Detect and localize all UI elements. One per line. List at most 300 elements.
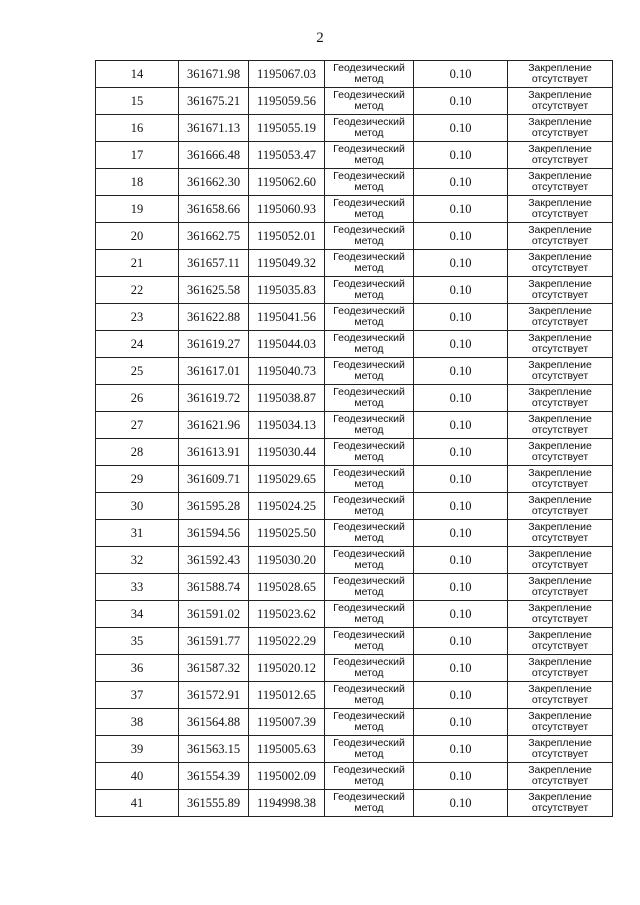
fixation-cell — [508, 385, 613, 412]
x-coordinate-cell: 361595.28 — [179, 493, 249, 520]
method-line-2: метод — [354, 370, 384, 382]
table-row — [96, 331, 613, 358]
fixation-line-1: Закрепление — [528, 683, 592, 695]
point-number-cell: 15 — [96, 88, 179, 115]
method-line-2: метод — [354, 397, 384, 409]
fixation-line-2: отсутствует — [531, 532, 589, 544]
table-row — [96, 412, 613, 439]
accuracy-cell: 0.10 — [414, 412, 508, 439]
table-row — [96, 169, 613, 196]
fixation-line-2: отсутствует — [531, 154, 589, 166]
point-number-cell: 17 — [96, 142, 179, 169]
method-line-1: Геодезический — [333, 197, 405, 209]
accuracy-cell: 0.10 — [414, 115, 508, 142]
fixation-line-1: Закрепление — [528, 170, 592, 182]
method-line-2: метод — [354, 343, 384, 355]
point-number-cell: 38 — [96, 709, 179, 736]
point-number-cell: 34 — [96, 601, 179, 628]
fixation-line-1: Закрепление — [528, 143, 592, 155]
accuracy-cell: 0.10 — [414, 250, 508, 277]
accuracy-cell: 0.10 — [414, 61, 508, 88]
fixation-line-1: Закрепление — [528, 251, 592, 263]
point-number-cell: 19 — [96, 196, 179, 223]
table-row — [96, 628, 613, 655]
accuracy-cell: 0.10 — [414, 358, 508, 385]
y-coordinate-cell: 1195059.56 — [249, 88, 325, 115]
fixation-line-1: Закрепление — [528, 332, 592, 344]
accuracy-cell: 0.10 — [414, 169, 508, 196]
fixation-line-1: Закрепление — [528, 197, 592, 209]
accuracy-cell: 0.10 — [414, 601, 508, 628]
method-line-1: Геодезический — [333, 413, 405, 425]
fixation-line-1: Закрепление — [528, 521, 592, 533]
fixation-line-2: отсутствует — [531, 208, 589, 220]
fixation-line-2: отсутствует — [531, 748, 589, 760]
point-number-cell: 33 — [96, 574, 179, 601]
point-number-cell: 37 — [96, 682, 179, 709]
y-coordinate-cell: 1195053.47 — [249, 142, 325, 169]
fixation-cell — [508, 250, 613, 277]
method-line-2: метод — [354, 532, 384, 544]
y-coordinate-cell: 1195002.09 — [249, 763, 325, 790]
accuracy-cell: 0.10 — [414, 304, 508, 331]
point-number-cell: 30 — [96, 493, 179, 520]
x-coordinate-cell: 361564.88 — [179, 709, 249, 736]
fixation-cell — [508, 304, 613, 331]
fixation-line-2: отсутствует — [531, 478, 589, 490]
x-coordinate-cell: 361662.75 — [179, 223, 249, 250]
fixation-cell — [508, 520, 613, 547]
method-cell — [325, 763, 414, 790]
method-cell — [325, 358, 414, 385]
method-line-2: метод — [354, 694, 384, 706]
method-cell — [325, 574, 414, 601]
table-row — [96, 520, 613, 547]
method-cell — [325, 304, 414, 331]
fixation-line-1: Закрепление — [528, 575, 592, 587]
method-line-1: Геодезический — [333, 602, 405, 614]
point-number-cell: 31 — [96, 520, 179, 547]
x-coordinate-cell: 361609.71 — [179, 466, 249, 493]
y-coordinate-cell: 1195062.60 — [249, 169, 325, 196]
x-coordinate-cell: 361591.02 — [179, 601, 249, 628]
x-coordinate-cell: 361555.89 — [179, 790, 249, 817]
fixation-cell — [508, 628, 613, 655]
fixation-line-2: отсутствует — [531, 262, 589, 274]
x-coordinate-cell: 361563.15 — [179, 736, 249, 763]
method-line-1: Геодезический — [333, 521, 405, 533]
fixation-line-1: Закрепление — [528, 764, 592, 776]
x-coordinate-cell: 361588.74 — [179, 574, 249, 601]
method-line-2: метод — [354, 154, 384, 166]
table-row — [96, 304, 613, 331]
accuracy-cell: 0.10 — [414, 763, 508, 790]
method-cell — [325, 142, 414, 169]
fixation-cell — [508, 88, 613, 115]
accuracy-cell: 0.10 — [414, 88, 508, 115]
method-line-2: метод — [354, 478, 384, 490]
method-line-2: метод — [354, 721, 384, 733]
method-line-1: Геодезический — [333, 737, 405, 749]
y-coordinate-cell: 1195024.25 — [249, 493, 325, 520]
table-row — [96, 466, 613, 493]
method-line-1: Геодезический — [333, 494, 405, 506]
y-coordinate-cell: 1195022.29 — [249, 628, 325, 655]
method-cell — [325, 493, 414, 520]
accuracy-cell: 0.10 — [414, 682, 508, 709]
table-row — [96, 196, 613, 223]
x-coordinate-cell: 361662.30 — [179, 169, 249, 196]
method-line-2: метод — [354, 424, 384, 436]
fixation-cell — [508, 574, 613, 601]
fixation-cell — [508, 736, 613, 763]
point-number-cell: 32 — [96, 547, 179, 574]
fixation-line-1: Закрепление — [528, 602, 592, 614]
method-line-2: метод — [354, 559, 384, 571]
accuracy-cell: 0.10 — [414, 709, 508, 736]
fixation-line-2: отсутствует — [531, 343, 589, 355]
fixation-line-1: Закрепление — [528, 440, 592, 452]
y-coordinate-cell: 1195035.83 — [249, 277, 325, 304]
point-number-cell: 40 — [96, 763, 179, 790]
method-line-1: Геодезический — [333, 143, 405, 155]
fixation-cell — [508, 331, 613, 358]
table-row — [96, 601, 613, 628]
x-coordinate-cell: 361671.98 — [179, 61, 249, 88]
accuracy-cell: 0.10 — [414, 277, 508, 304]
x-coordinate-cell: 361587.32 — [179, 655, 249, 682]
method-cell — [325, 250, 414, 277]
y-coordinate-cell: 1195030.20 — [249, 547, 325, 574]
fixation-line-2: отсутствует — [531, 694, 589, 706]
fixation-cell — [508, 358, 613, 385]
method-line-2: метод — [354, 181, 384, 193]
point-number-cell: 24 — [96, 331, 179, 358]
x-coordinate-cell: 361591.77 — [179, 628, 249, 655]
method-line-1: Геодезический — [333, 170, 405, 182]
method-line-2: метод — [354, 451, 384, 463]
x-coordinate-cell: 361619.27 — [179, 331, 249, 358]
coordinates-table — [95, 60, 613, 817]
table-row — [96, 142, 613, 169]
fixation-line-2: отсутствует — [531, 289, 589, 301]
fixation-line-2: отсутствует — [531, 235, 589, 247]
y-coordinate-cell: 1195040.73 — [249, 358, 325, 385]
y-coordinate-cell: 1195055.19 — [249, 115, 325, 142]
table-row — [96, 655, 613, 682]
method-line-1: Геодезический — [333, 224, 405, 236]
fixation-line-2: отсутствует — [531, 586, 589, 598]
method-cell — [325, 277, 414, 304]
point-number-cell: 25 — [96, 358, 179, 385]
method-cell — [325, 466, 414, 493]
method-line-1: Геодезический — [333, 710, 405, 722]
method-line-1: Геодезический — [333, 656, 405, 668]
table-row — [96, 790, 613, 817]
table-row — [96, 439, 613, 466]
accuracy-cell: 0.10 — [414, 493, 508, 520]
x-coordinate-cell: 361666.48 — [179, 142, 249, 169]
y-coordinate-cell: 1195025.50 — [249, 520, 325, 547]
method-cell — [325, 331, 414, 358]
method-line-2: метод — [354, 235, 384, 247]
y-coordinate-cell: 1195028.65 — [249, 574, 325, 601]
point-number-cell: 26 — [96, 385, 179, 412]
fixation-line-2: отсутствует — [531, 127, 589, 139]
method-line-1: Геодезический — [333, 251, 405, 263]
fixation-line-1: Закрепление — [528, 62, 592, 74]
y-coordinate-cell: 1195041.56 — [249, 304, 325, 331]
fixation-line-1: Закрепление — [528, 467, 592, 479]
fixation-cell — [508, 682, 613, 709]
fixation-line-1: Закрепление — [528, 224, 592, 236]
y-coordinate-cell: 1195030.44 — [249, 439, 325, 466]
x-coordinate-cell: 361657.11 — [179, 250, 249, 277]
method-line-1: Геодезический — [333, 548, 405, 560]
y-coordinate-cell: 1195052.01 — [249, 223, 325, 250]
method-cell — [325, 628, 414, 655]
fixation-cell — [508, 412, 613, 439]
method-line-1: Геодезический — [333, 575, 405, 587]
method-line-1: Геодезический — [333, 305, 405, 317]
fixation-line-2: отсутствует — [531, 505, 589, 517]
method-line-1: Геодезический — [333, 791, 405, 803]
fixation-cell — [508, 196, 613, 223]
y-coordinate-cell: 1195044.03 — [249, 331, 325, 358]
method-line-1: Геодезический — [333, 359, 405, 371]
point-number-cell: 16 — [96, 115, 179, 142]
accuracy-cell: 0.10 — [414, 628, 508, 655]
x-coordinate-cell: 361675.21 — [179, 88, 249, 115]
table-row — [96, 250, 613, 277]
x-coordinate-cell: 361554.39 — [179, 763, 249, 790]
fixation-cell — [508, 763, 613, 790]
fixation-line-2: отсутствует — [531, 559, 589, 571]
fixation-line-1: Закрепление — [528, 710, 592, 722]
y-coordinate-cell: 1195034.13 — [249, 412, 325, 439]
table-row — [96, 574, 613, 601]
fixation-cell — [508, 115, 613, 142]
method-line-2: метод — [354, 505, 384, 517]
fixation-line-2: отсутствует — [531, 667, 589, 679]
fixation-line-1: Закрепление — [528, 116, 592, 128]
y-coordinate-cell: 1195038.87 — [249, 385, 325, 412]
page-number: 2 — [316, 30, 324, 46]
fixation-line-2: отсутствует — [531, 640, 589, 652]
fixation-line-1: Закрепление — [528, 548, 592, 560]
fixation-line-1: Закрепление — [528, 494, 592, 506]
fixation-line-2: отсутствует — [531, 424, 589, 436]
method-cell — [325, 655, 414, 682]
fixation-line-1: Закрепление — [528, 89, 592, 101]
fixation-cell — [508, 169, 613, 196]
fixation-line-1: Закрепление — [528, 386, 592, 398]
method-line-2: метод — [354, 262, 384, 274]
table-row — [96, 763, 613, 790]
method-line-2: метод — [354, 127, 384, 139]
fixation-line-2: отсутствует — [531, 451, 589, 463]
point-number-cell: 14 — [96, 61, 179, 88]
method-line-1: Геодезический — [333, 278, 405, 290]
table-row — [96, 115, 613, 142]
method-line-2: метод — [354, 100, 384, 112]
y-coordinate-cell: 1194998.38 — [249, 790, 325, 817]
accuracy-cell: 0.10 — [414, 466, 508, 493]
method-cell — [325, 547, 414, 574]
point-number-cell: 23 — [96, 304, 179, 331]
fixation-line-1: Закрепление — [528, 413, 592, 425]
x-coordinate-cell: 361572.91 — [179, 682, 249, 709]
accuracy-cell: 0.10 — [414, 574, 508, 601]
fixation-line-2: отсутствует — [531, 397, 589, 409]
method-cell — [325, 790, 414, 817]
method-line-2: метод — [354, 73, 384, 85]
fixation-cell — [508, 493, 613, 520]
method-line-2: метод — [354, 640, 384, 652]
accuracy-cell: 0.10 — [414, 331, 508, 358]
table-row — [96, 682, 613, 709]
fixation-line-1: Закрепление — [528, 305, 592, 317]
method-line-1: Геодезический — [333, 683, 405, 695]
fixation-cell — [508, 790, 613, 817]
accuracy-cell: 0.10 — [414, 655, 508, 682]
point-number-cell: 35 — [96, 628, 179, 655]
table-body — [96, 61, 613, 817]
point-number-cell: 36 — [96, 655, 179, 682]
y-coordinate-cell: 1195060.93 — [249, 196, 325, 223]
point-number-cell: 39 — [96, 736, 179, 763]
method-line-2: метод — [354, 208, 384, 220]
y-coordinate-cell: 1195067.03 — [249, 61, 325, 88]
accuracy-cell: 0.10 — [414, 547, 508, 574]
fixation-cell — [508, 655, 613, 682]
point-number-cell: 22 — [96, 277, 179, 304]
fixation-cell — [508, 142, 613, 169]
accuracy-cell: 0.10 — [414, 736, 508, 763]
accuracy-cell: 0.10 — [414, 385, 508, 412]
method-cell — [325, 61, 414, 88]
point-number-cell: 29 — [96, 466, 179, 493]
fixation-line-2: отсутствует — [531, 100, 589, 112]
method-cell — [325, 601, 414, 628]
fixation-cell — [508, 439, 613, 466]
method-cell — [325, 115, 414, 142]
fixation-line-2: отсутствует — [531, 370, 589, 382]
method-cell — [325, 412, 414, 439]
method-line-1: Геодезический — [333, 116, 405, 128]
point-number-cell: 27 — [96, 412, 179, 439]
method-cell — [325, 223, 414, 250]
point-number-cell: 28 — [96, 439, 179, 466]
method-cell — [325, 520, 414, 547]
table-row — [96, 358, 613, 385]
fixation-cell — [508, 61, 613, 88]
method-line-1: Геодезический — [333, 629, 405, 641]
y-coordinate-cell: 1195049.32 — [249, 250, 325, 277]
x-coordinate-cell: 361617.01 — [179, 358, 249, 385]
x-coordinate-cell: 361619.72 — [179, 385, 249, 412]
y-coordinate-cell: 1195012.65 — [249, 682, 325, 709]
method-cell — [325, 385, 414, 412]
method-cell — [325, 439, 414, 466]
method-line-2: метод — [354, 289, 384, 301]
point-number-cell: 18 — [96, 169, 179, 196]
fixation-cell — [508, 547, 613, 574]
method-line-1: Геодезический — [333, 89, 405, 101]
accuracy-cell: 0.10 — [414, 196, 508, 223]
y-coordinate-cell: 1195005.63 — [249, 736, 325, 763]
point-number-cell: 20 — [96, 223, 179, 250]
y-coordinate-cell: 1195023.62 — [249, 601, 325, 628]
x-coordinate-cell: 361592.43 — [179, 547, 249, 574]
method-line-1: Геодезический — [333, 764, 405, 776]
fixation-cell — [508, 223, 613, 250]
table-row — [96, 493, 613, 520]
x-coordinate-cell: 361594.56 — [179, 520, 249, 547]
fixation-cell — [508, 709, 613, 736]
fixation-line-2: отсутствует — [531, 73, 589, 85]
fixation-line-1: Закрепление — [528, 278, 592, 290]
accuracy-cell: 0.10 — [414, 223, 508, 250]
method-line-1: Геодезический — [333, 467, 405, 479]
method-line-2: метод — [354, 586, 384, 598]
method-cell — [325, 682, 414, 709]
fixation-line-2: отсутствует — [531, 775, 589, 787]
table-row — [96, 385, 613, 412]
y-coordinate-cell: 1195020.12 — [249, 655, 325, 682]
method-cell — [325, 709, 414, 736]
method-cell — [325, 736, 414, 763]
method-line-1: Геодезический — [333, 386, 405, 398]
method-cell — [325, 169, 414, 196]
method-cell — [325, 196, 414, 223]
x-coordinate-cell: 361622.88 — [179, 304, 249, 331]
fixation-line-2: отсутствует — [531, 802, 589, 814]
accuracy-cell: 0.10 — [414, 520, 508, 547]
accuracy-cell: 0.10 — [414, 439, 508, 466]
fixation-line-2: отсутствует — [531, 181, 589, 193]
method-line-2: метод — [354, 613, 384, 625]
x-coordinate-cell: 361621.96 — [179, 412, 249, 439]
method-line-1: Геодезический — [333, 440, 405, 452]
fixation-cell — [508, 277, 613, 304]
method-line-2: метод — [354, 316, 384, 328]
accuracy-cell: 0.10 — [414, 790, 508, 817]
method-line-2: метод — [354, 775, 384, 787]
point-number-cell: 21 — [96, 250, 179, 277]
fixation-line-1: Закрепление — [528, 791, 592, 803]
point-number-cell: 41 — [96, 790, 179, 817]
table-row — [96, 88, 613, 115]
fixation-line-1: Закрепление — [528, 359, 592, 371]
x-coordinate-cell: 361671.13 — [179, 115, 249, 142]
method-line-2: метод — [354, 802, 384, 814]
accuracy-cell: 0.10 — [414, 142, 508, 169]
method-line-2: метод — [354, 748, 384, 760]
table-row — [96, 223, 613, 250]
x-coordinate-cell: 361625.58 — [179, 277, 249, 304]
x-coordinate-cell: 361658.66 — [179, 196, 249, 223]
table-row — [96, 709, 613, 736]
method-cell — [325, 88, 414, 115]
fixation-line-2: отсутствует — [531, 316, 589, 328]
table-row — [96, 736, 613, 763]
x-coordinate-cell: 361613.91 — [179, 439, 249, 466]
fixation-line-2: отсутствует — [531, 613, 589, 625]
y-coordinate-cell: 1195029.65 — [249, 466, 325, 493]
fixation-cell — [508, 601, 613, 628]
y-coordinate-cell: 1195007.39 — [249, 709, 325, 736]
